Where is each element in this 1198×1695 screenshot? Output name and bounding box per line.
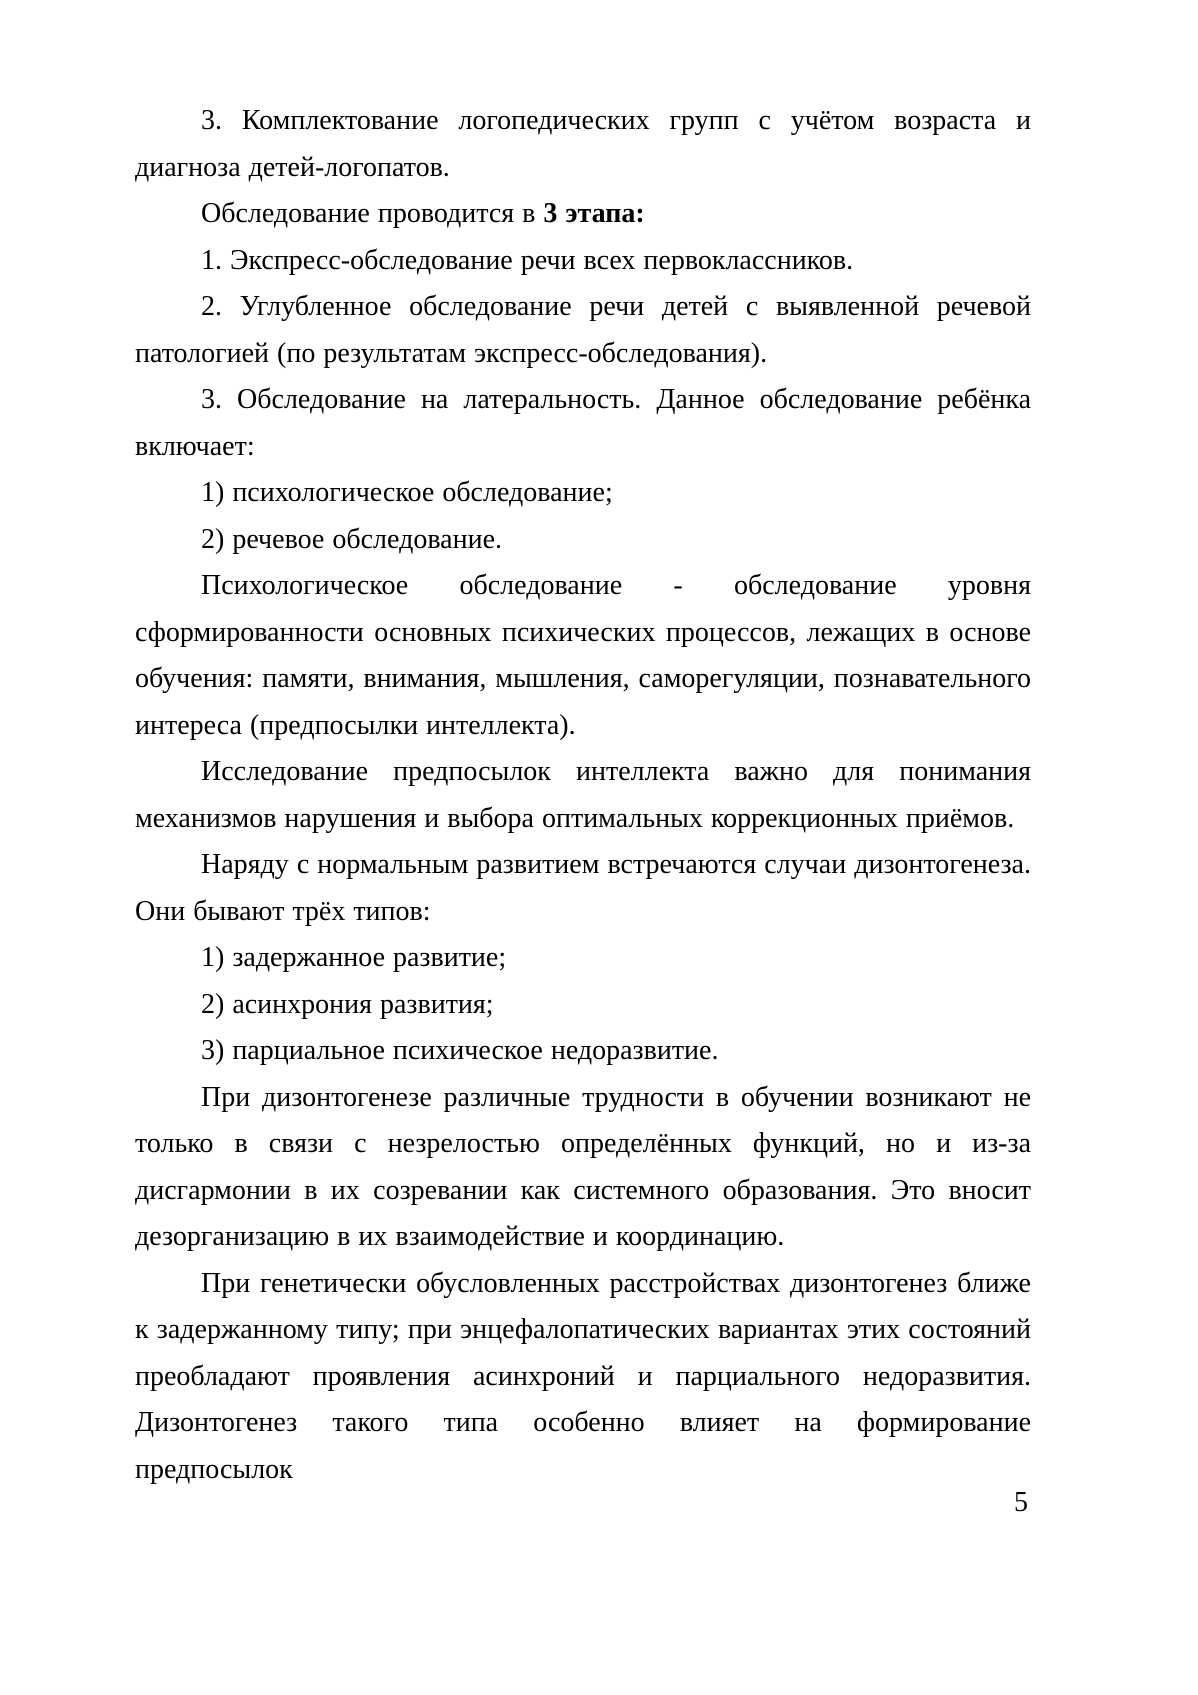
paragraph xyxy=(135,470,1031,517)
paragraph xyxy=(135,749,1031,842)
paragraph xyxy=(135,563,1031,749)
paragraph xyxy=(135,842,1031,935)
paragraph-text: 1) задержанное развитие; xyxy=(201,942,507,973)
paragraph-bold-text: 3 этапа: xyxy=(543,198,645,229)
paragraph xyxy=(135,982,1031,1029)
page-number: 5 xyxy=(1014,1487,1028,1518)
paragraph-text: Психологическое обследование - обследование уровня сформированности основных психических процессов, лежащих в основе обучения: памяти, внимания, мышления, саморегуляции, познавательного интереса (предпосылки интеллекта). xyxy=(135,570,1031,741)
paragraph xyxy=(135,517,1031,564)
paragraph-text: Наряду с нормальным развитием встречаются случаи дизонтогенеза. Они бывают трёх типов: xyxy=(135,849,1031,927)
paragraph-text: 3. Обследование на латеральность. Данное обследование ребёнка включает: xyxy=(135,384,1031,462)
paragraph xyxy=(135,284,1031,377)
paragraph-text: 1) психологическое обследование; xyxy=(201,477,613,508)
paragraph xyxy=(135,1028,1031,1075)
paragraph xyxy=(135,935,1031,982)
paragraph-text: Обследование проводится в xyxy=(201,198,544,229)
paragraph-text: Исследование предпосылок интеллекта важно для понимания механизмов нарушения и выбора оптимальных коррекционных приёмов. xyxy=(135,756,1031,834)
paragraph-text: При генетически обусловленных расстройствах дизонтогенез ближе к задержанному типу; при энцефалопатических вариантах этих состояний преобладают проявления асинхроний и парциального недоразвития. Дизонтогенез такого типа особенно влияет на формирование предпосылок xyxy=(135,1267,1031,1485)
paragraph xyxy=(135,98,1031,191)
paragraph xyxy=(135,1261,1031,1494)
paragraph-text: При дизонтогенезе различные трудности в обучении возникают не только в связи с незрелостью определённых функций, но и из-за дисгармонии в их созревании как системного образования. Это вносит дезорганизацию в их взаимодействие и координацию. xyxy=(135,1081,1031,1252)
paragraph xyxy=(135,377,1031,470)
paragraph xyxy=(135,1075,1031,1261)
paragraph-text: 3. Комплектование логопедических групп с учётом возраста и диагноза детей-логопатов. xyxy=(135,105,1031,183)
paragraph xyxy=(135,191,1031,238)
paragraph xyxy=(135,238,1031,285)
paragraph-text: 2. Углубленное обследование речи детей с выявленной речевой патологией (по результатам экспресс-обследования). xyxy=(135,291,1031,369)
paragraph-text: 3) парциальное психическое недоразвитие. xyxy=(201,1035,719,1066)
document-body xyxy=(135,98,1031,1493)
paragraph-text: 2) асинхрония развития; xyxy=(201,988,494,1020)
paragraph-text: 1. Экспресс-обследование речи всех первоклассников. xyxy=(201,244,854,276)
paragraph-text: 2) речевое обследование. xyxy=(201,523,502,555)
